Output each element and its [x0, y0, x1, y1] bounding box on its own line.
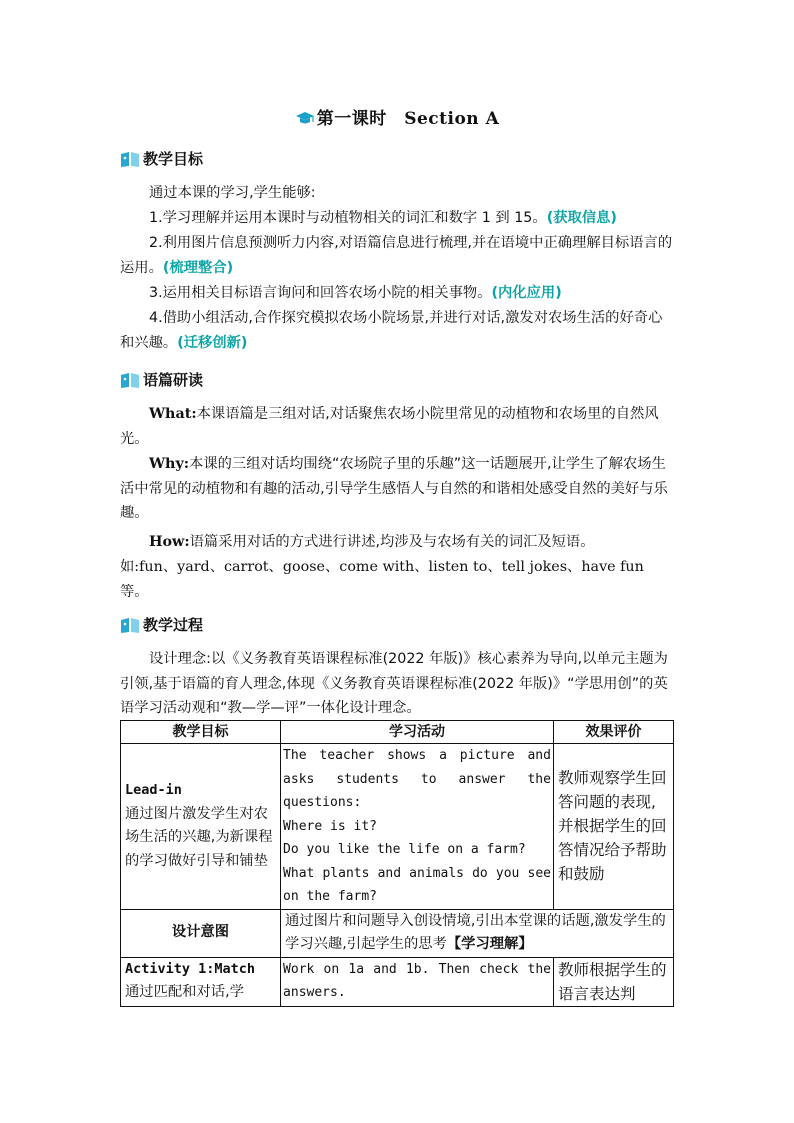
lesson-table	[120, 720, 674, 1007]
row1-evaluation: 教师观察学生回答问题的表现,并根据学生的回答情况给予帮助和鼓励	[553, 744, 673, 910]
reading-how: How:语篇采用对话的方式进行讲述,均涉及与农场有关的词汇及短语。	[149, 534, 595, 550]
goal-item-1: 1.学习理解并运用本课时与动植物相关的词汇和数字 1 到 15。(获取信息)	[149, 210, 617, 226]
reading-how-examples: 如:fun、yard、carrot、goose、come with、listen to、tell jokes、have fun 等。	[120, 559, 644, 600]
book-icon	[120, 616, 140, 634]
section-heading-process: 教学过程	[120, 614, 203, 635]
table-header-row	[121, 721, 674, 744]
goals-intro: 通过本课的学习,学生能够:	[149, 185, 316, 201]
section-heading-reading: 语篇研读	[120, 369, 203, 390]
table-header-activity: 学习活动	[281, 721, 554, 744]
design-intent-text: 通过图片和问题导入创设情境,引出本堂课的话题,激发学生的学习兴趣,引起学生的思考【学习理解】	[281, 909, 674, 957]
table-header-goal: 教学目标	[121, 721, 281, 744]
row3-activity: Work on 1a and 1b. Then check the answers.	[281, 957, 554, 1006]
reading-what: What:本课语篇是三组对话,对话聚焦农场小院里常见的动植物和农场里的自然风光。	[120, 406, 659, 447]
book-icon	[120, 371, 140, 389]
book-icon	[120, 150, 140, 168]
design-intent-label: 设计意图	[121, 909, 281, 957]
reading-why: Why:本课的三组对话均围绕“农场院子里的乐趣”这一话题展开,让学生了解农场生活中常见的动植物和有趣的活动,引导学生感悟人与自然的和谐相处感受自然的美好与乐趣。	[120, 456, 668, 521]
table-row	[121, 909, 674, 957]
design-concept: 设计理念:以《义务教育英语课程标准(2022 年版)》核心素养为导向,以单元主题为引领,基于语篇的育人理念,体现《义务教育英语课程标准(2022 年版)》“学思用创”的英语学习活动观和“教—学—评”一体化设计理念。	[120, 651, 668, 716]
row3-goal: Activity 1:Match 通过匹配和对话,学	[121, 957, 281, 1006]
table-header-evaluation: 效果评价	[553, 721, 673, 744]
goal-item-3: 3.运用相关目标语言询问和回答农场小院的相关事物。(内化应用)	[149, 285, 562, 301]
row3-evaluation: 教师根据学生的语言表达判	[553, 957, 673, 1006]
goal-item-2: 2.利用图片信息预测听力内容,对语篇信息进行梳理,并在语境中正确理解目标语言的运用。(梳理整合)	[120, 235, 673, 276]
row1-activity: The teacher shows a picture and asks students to answer the questions: Where is it? Do you like the life on a farm? What plants and animals do you see on the farm?	[281, 744, 554, 910]
title-text: 第一课时 Section A	[316, 109, 500, 129]
table-row	[121, 744, 674, 910]
page-title	[0, 104, 794, 129]
section-heading-goals: 教学目标	[120, 148, 203, 169]
graduation-cap-icon	[295, 111, 315, 125]
row1-goal: Lead-in 通过图片激发学生对农场生活的兴趣,为新课程的学习做好引导和铺垫	[121, 744, 281, 910]
goal-item-4: 4.借助小组活动,合作探究模拟农场小院场景,并进行对话,激发对农场生活的好奇心和兴趣。(迁移创新)	[120, 310, 663, 351]
table-row	[121, 957, 674, 1006]
